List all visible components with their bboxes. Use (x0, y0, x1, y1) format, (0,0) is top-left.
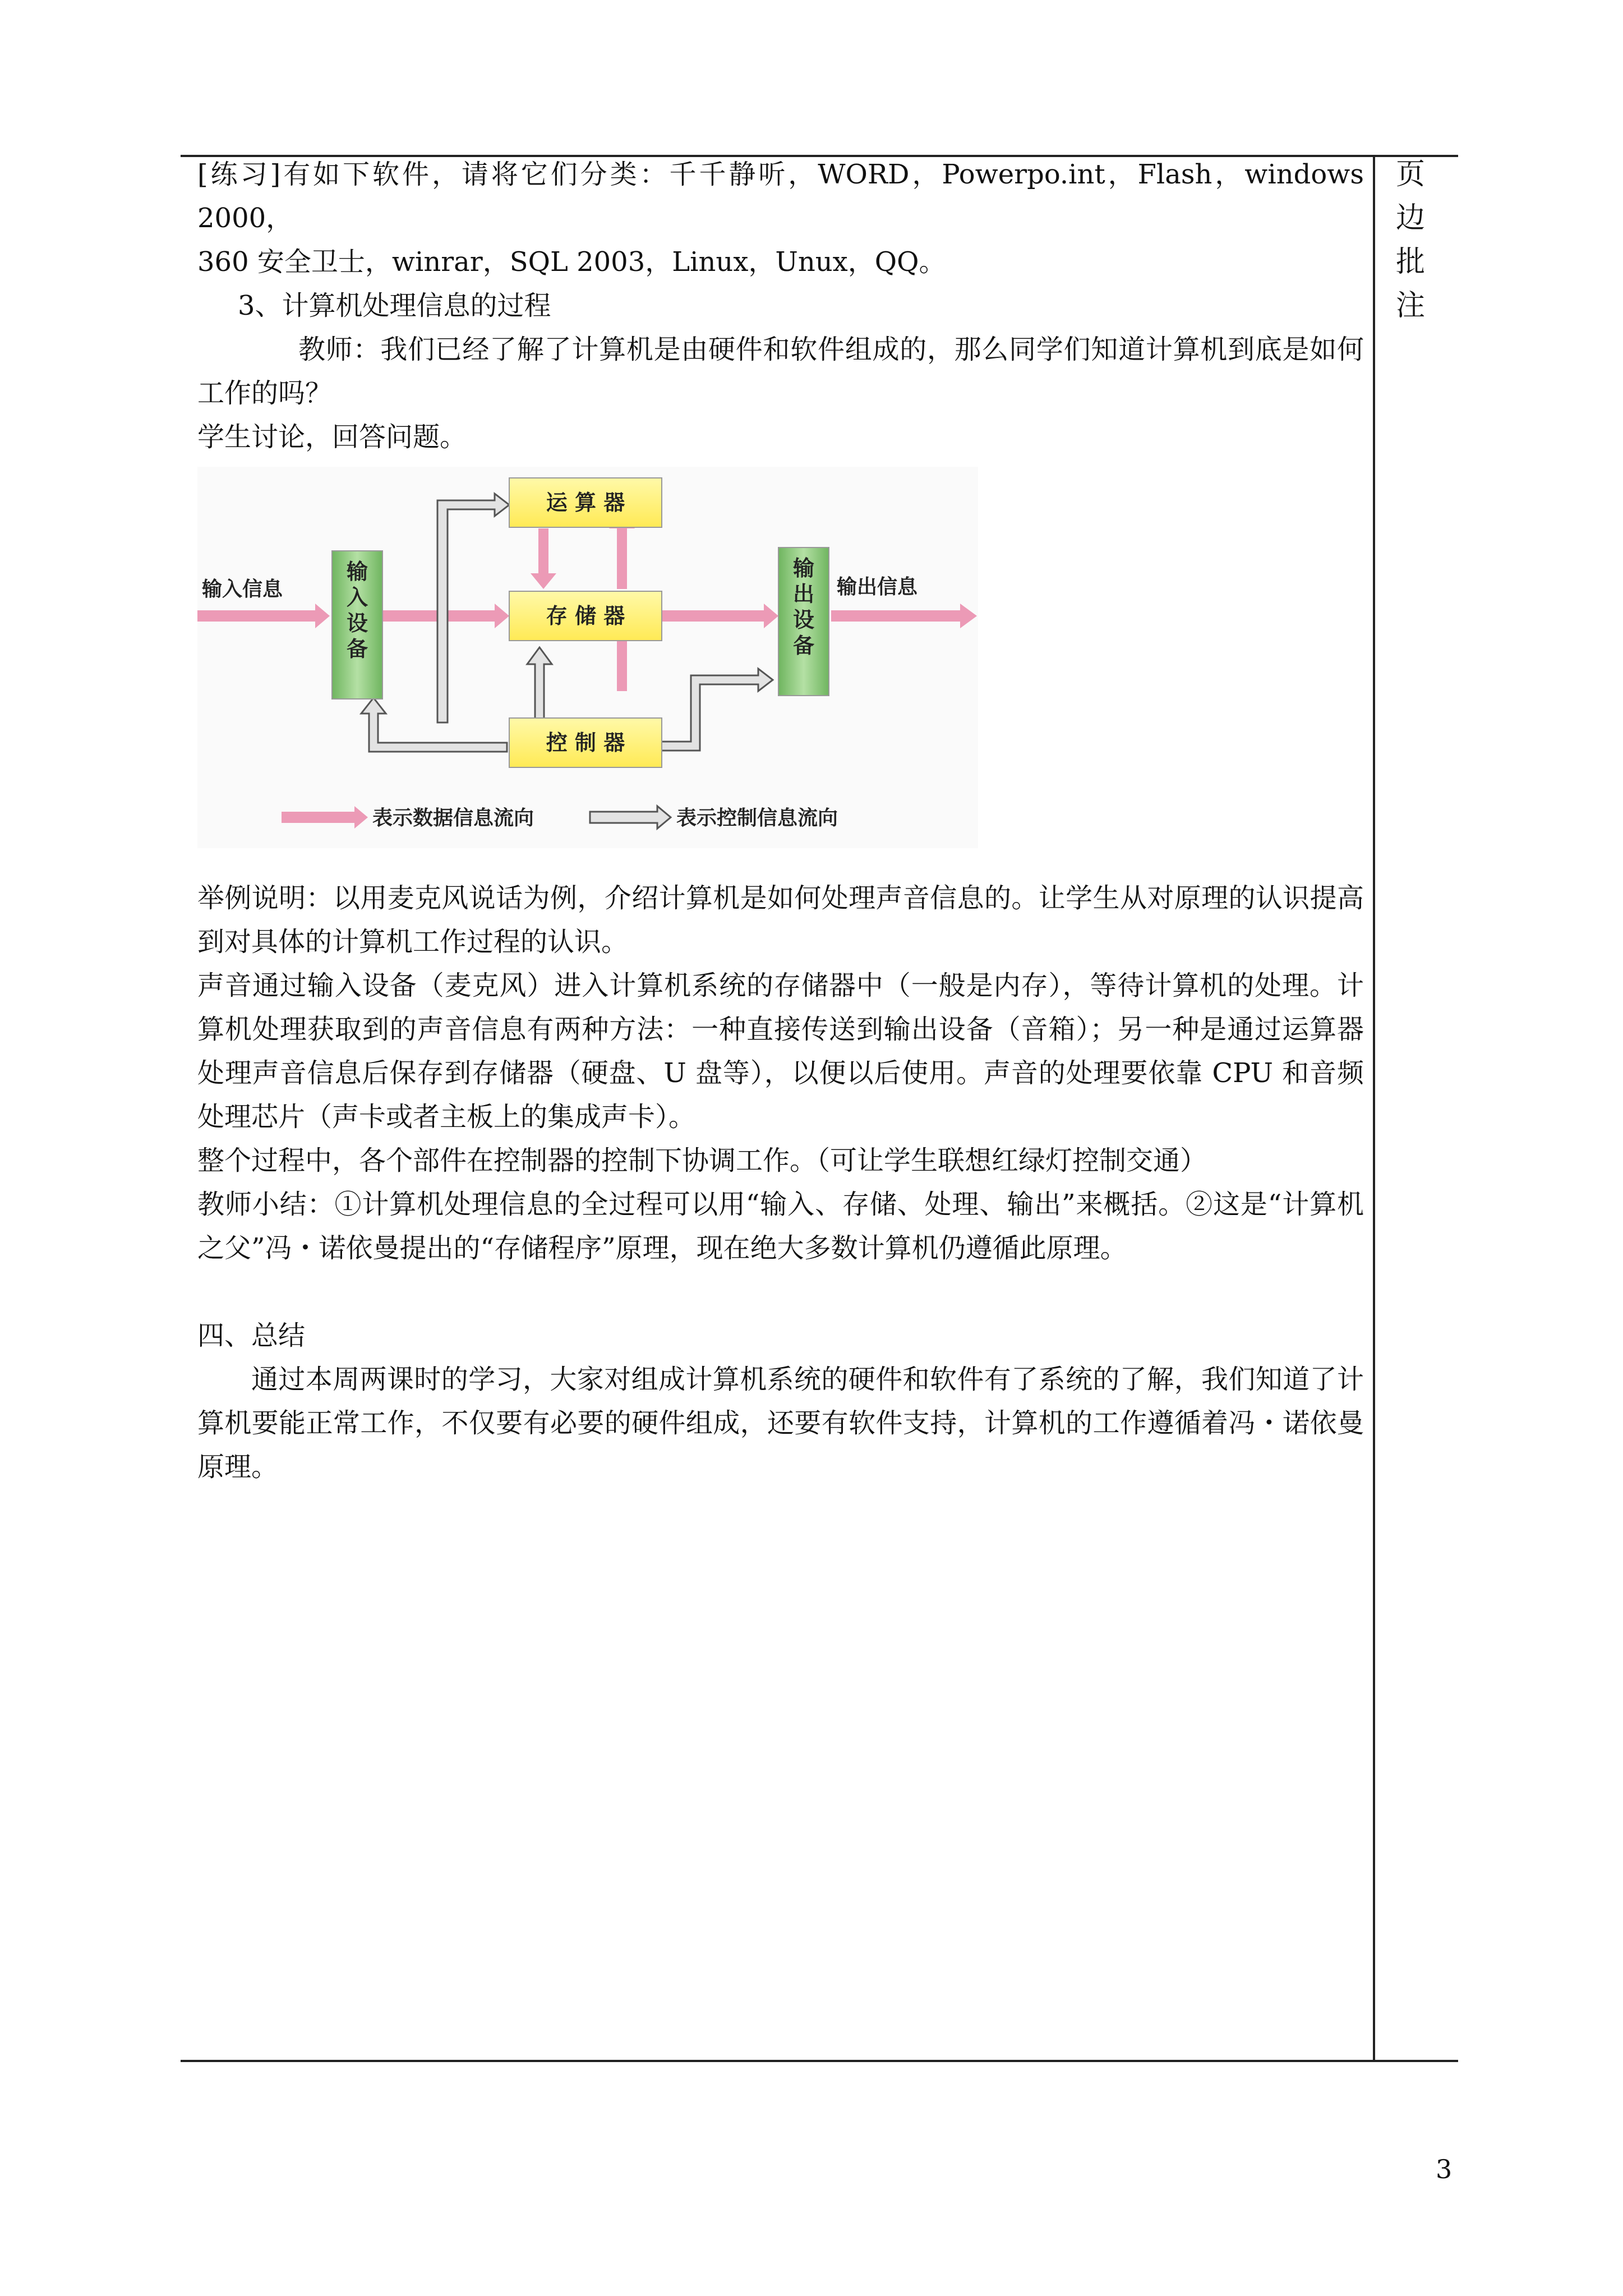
exercise-line-1: [练习]有如下软件，请将它们分类：千千静听，WORD，Powerpo.int，Flash，windows 2000， (197, 159, 1364, 234)
von-neumann-diagram (197, 467, 978, 848)
side-note-column (1391, 153, 1430, 328)
teacher-summary-paragraph: 教师小结：①计算机处理信息的全过程可以用“输入、存储、处理、输出”来概括。②这是“计算机之父”冯・诺依曼提出的“存储程序”原理，现在绝大多数计算机仍遵循此原理。 (197, 1189, 1364, 1264)
page-number: 3 (1436, 2154, 1453, 2184)
section-3-title: 3、计算机处理信息的过程 (238, 290, 551, 321)
alu-label: 运 算 器 (546, 490, 625, 515)
memory-label: 存 储 器 (546, 604, 625, 628)
output-device-char-1: 输 (792, 556, 815, 581)
main-content (197, 153, 1364, 1489)
input-device-char-2: 入 (346, 585, 368, 610)
controller-label: 控 制 器 (546, 730, 625, 755)
output-device-char-4: 备 (792, 633, 815, 658)
student-discussion: 学生讨论，回答问题。 (197, 421, 467, 453)
input-device-char-4: 备 (346, 637, 368, 661)
table-column-divider (1373, 155, 1375, 2062)
legend-data-label: 表示数据信息流向 (372, 807, 534, 830)
spacer (197, 1270, 1364, 1314)
output-device-char-3: 设 (792, 608, 815, 632)
summary-text: 通过本周两课时的学习，大家对组成计算机系统的硬件和软件有了系统的了解，我们知道了计算机要能正常工作，不仅要有必要的硬件组成，还要有软件支持，计算机的工作遵循着冯・诺依曼原理。 (197, 1364, 1364, 1483)
input-device-char-1: 输 (346, 559, 368, 584)
exercise-line-2: 360 安全卫士，winrar，SQL 2003，Linux，Unux，QQ。 (197, 246, 946, 278)
output-device-char-2: 出 (792, 582, 815, 606)
example-paragraph: 举例说明：以用麦克风说话为例，介绍计算机是如何处理声音信息的。让学生从对原理的认识提高到对具体的计算机工作过程的认识。 (197, 882, 1364, 958)
coordination-paragraph: 整个过程中，各个部件在控制器的控制下协调工作。（可让学生联想红绿灯控制交通） (197, 1145, 1207, 1176)
side-note-char-2: 边 (1395, 201, 1425, 235)
teacher-question: 教师：我们已经了解了计算机是由硬件和软件组成的，那么同学们知道计算机到底是如何工作的吗？ (197, 334, 1364, 409)
side-note-char-4: 注 (1395, 289, 1425, 323)
input-device-char-3: 设 (346, 611, 368, 636)
legend-control-label: 表示控制信息流向 (676, 807, 838, 830)
memory-to-controller-link (617, 641, 627, 691)
table-bottom-rule (181, 2060, 1458, 2062)
sound-process-paragraph: 声音通过输入设备（麦克风）进入计算机系统的存储器中（一般是内存），等待计算机的处理。计算机处理获取到的声音信息有两种方法：一种直接传送到输出设备（音箱）；另一种是通过运算器处理声音信息后保存到存储器（硬盘、U 盘等），以便以后使用。声音的处理要依靠 CPU 和音频处理芯片（声卡或者主板上的集成声卡）。 (197, 970, 1364, 1133)
input-info-label: 输入信息 (202, 578, 283, 601)
summary-title: 四、总结 (197, 1320, 306, 1351)
diagram-svg (197, 467, 978, 848)
side-note-char-3: 批 (1395, 245, 1425, 279)
output-info-label: 输出信息 (837, 576, 918, 599)
side-note-char-1: 页 (1395, 158, 1425, 191)
